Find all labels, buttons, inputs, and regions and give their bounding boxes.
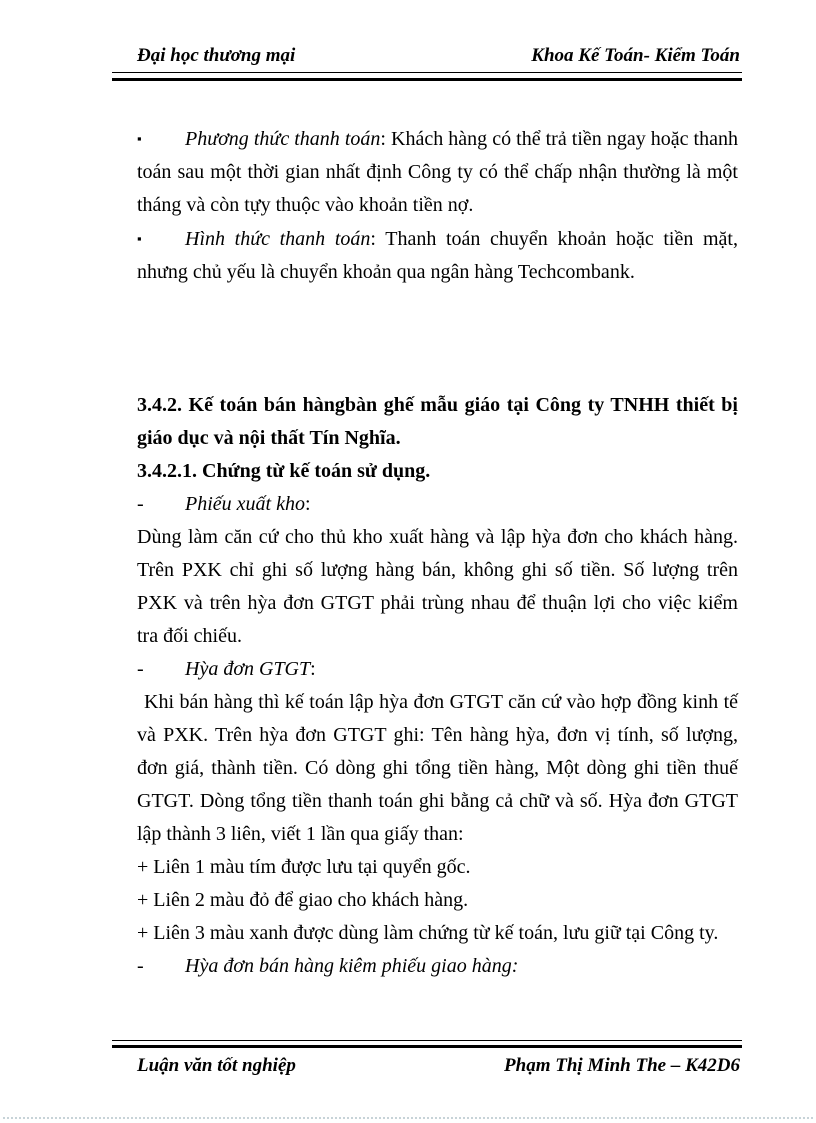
- bullet-body-text: : Thanh toán chuyển khoản hoặc tiền mặt, nhưng chủ yếu là chuyển khoản qua ngân hàng Techcombank.: [137, 228, 738, 283]
- bullet-lead-text: Hình thức thanh toán: [185, 228, 371, 250]
- paragraph-pxk-description: Dùng làm căn cứ cho thủ kho xuất hàng và lập hỳa đơn cho khách hàng. Trên PXK chỉ ghi số lượng hàng bán, không ghi số tiền. Số lượng trên PXK và trên hỳa đơn GTGT phải trùng nhau để thuận lợi cho việc kiểm tra đối chiếu.: [137, 526, 738, 647]
- dash-marker: -: [137, 493, 144, 515]
- dash-item-phieu-xuat-kho: [137, 488, 738, 521]
- section-heading-3421: 3.4.2.1. Chứng từ kế toán sử dụng.: [137, 460, 431, 482]
- dash-marker: -: [137, 955, 144, 977]
- paragraph-gtgt-description: Khi bán hàng thì kế toán lập hỳa đơn GTGT căn cứ vào hợp đồng kinh tế và PXK. Trên hỳa đơn GTGT ghi: Tên hàng hỳa, đơn vị tính, số lượng, đơn giá, thành tiền. Có dòng ghi tổng tiền hàng, Một dòng ghi tiền thuế GTGT. Dòng tổng tiền thanh toán ghi bằng cả chữ và số. Hỳa đơn GTGT lập thành 3 liên, viết 1 lần qua giấy than:: [137, 691, 738, 845]
- dash-lead-text: Phiếu xuất kho: [185, 493, 305, 515]
- dash-rest-text: :: [304, 493, 311, 515]
- bullet-body-text: : Khách hàng có thể trả tiền ngay hoặc thanh toán sau một thời gian nhất định Công ty có thể chấp nhận thường là một tháng và còn tựy thuộc vào khoản tiền nợ.: [137, 128, 738, 216]
- dash-rest-text: :: [310, 658, 316, 680]
- dash-lead-text: Hỳa đơn GTGT: [185, 658, 311, 680]
- section-heading-342: 3.4.2. Kế toán bán hàngbàn ghế mẫu giáo tại Công ty TNHH thiết bị giáo dục và nội thất Tín Nghĩa.: [137, 394, 738, 449]
- header-rule: [112, 72, 742, 81]
- page-footer: [137, 1053, 740, 1079]
- footer-rule: [112, 1040, 742, 1048]
- page-bottom-dotted-line: [3, 1117, 813, 1119]
- dash-item-hoa-don-gtgt: [137, 653, 738, 686]
- bullet-lead-text: Phương thức thanh toán: [185, 128, 381, 150]
- dash-marker: -: [137, 658, 144, 680]
- bullet-marker: ▪: [137, 131, 142, 146]
- footer-left-text: Luận văn tốt nghiệp: [137, 1055, 296, 1076]
- bullet-marker: ▪: [137, 231, 142, 246]
- header-right-text: Khoa Kế Toán- Kiểm Toán: [531, 45, 740, 66]
- header-left-text: Đại học thương mại: [137, 45, 296, 66]
- page-header: [137, 44, 740, 68]
- plus-item-lien-3: + Liên 3 màu xanh được dùng làm chứng từ kế toán, lưu giữ tại Công ty.: [137, 922, 719, 944]
- plus-item-lien-2: + Liên 2 màu đỏ để giao cho khách hàng.: [137, 889, 469, 911]
- dash-lead-text: Hỳa đơn bán hàng kiêm phiếu giao hàng:: [185, 955, 519, 977]
- plus-item-lien-1: + Liên 1 màu tím được lưu tại quyển gốc.: [137, 856, 471, 878]
- bullet-item-payment-form: [137, 222, 738, 289]
- bullet-item-payment-method: [137, 122, 738, 222]
- document-body: [137, 122, 738, 983]
- dash-item-hoa-don-ban-hang: [137, 950, 738, 983]
- footer-right-text: Phạm Thị Minh The – K42D6: [504, 1055, 740, 1076]
